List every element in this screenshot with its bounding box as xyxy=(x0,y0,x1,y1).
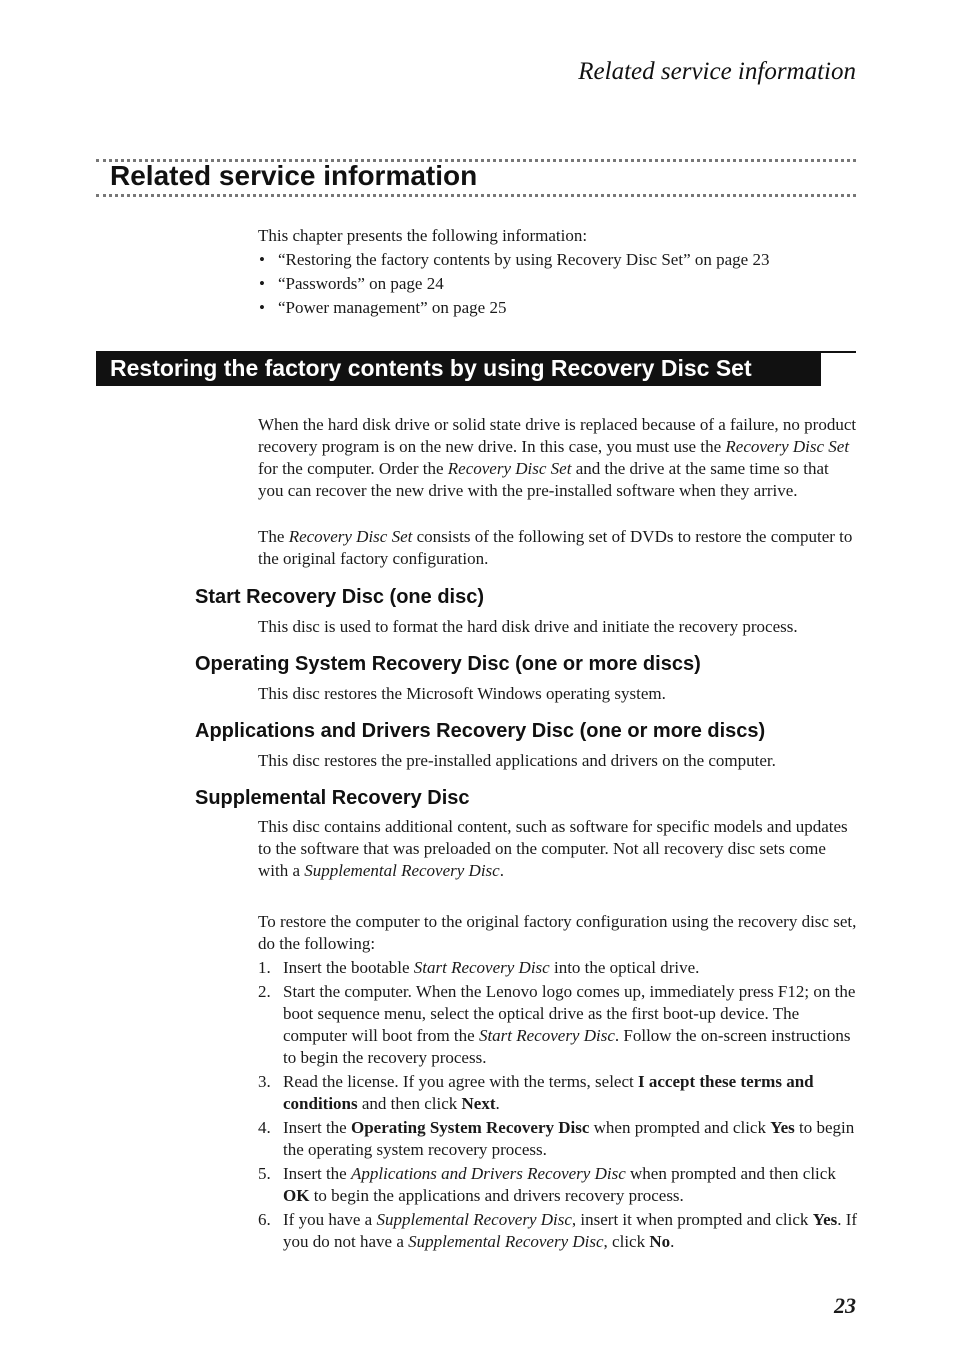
supp-text-a: This disc contains additional content, such as software for specific models and updates to the software that was preloaded on the computer. Not all recovery disc sets come with a xyxy=(258,817,848,880)
step-number: 6. xyxy=(258,1210,271,1229)
chapter-title: Related service information xyxy=(110,160,478,191)
step-6 xyxy=(258,1209,858,1253)
supp-italic-b: Supplemental Recovery Disc xyxy=(304,861,500,880)
step-text: , insert it when prompted and click xyxy=(571,1210,813,1229)
disc-desc-os: This disc restores the Microsoft Windows operating system. xyxy=(258,684,666,703)
step-4 xyxy=(258,1117,858,1161)
step-bold: Operating System Recovery Disc xyxy=(350,1118,590,1137)
section-title: Restoring the factory contents by using Recovery Disc Set xyxy=(96,351,821,386)
step-bold: I accept these terms and conditions xyxy=(283,1072,814,1113)
step-bold: OK xyxy=(283,1186,310,1205)
intro-bullet-3: • “Power management” on page 25 xyxy=(258,296,858,320)
step-text: and then click xyxy=(357,1094,462,1113)
step-italic: Supplemental Recovery Disc xyxy=(408,1232,604,1251)
step-3 xyxy=(258,1071,858,1115)
step-text: . xyxy=(495,1094,500,1113)
step-text: Insert the xyxy=(283,1118,351,1137)
p1-text-a: When the hard disk drive or solid state drive is replaced because of a failure, no product recovery program is on the new drive. In this case, you must use the xyxy=(258,415,857,456)
step-italic: Start Recovery Disc xyxy=(413,958,550,977)
p1-text-c: for the computer. Order the xyxy=(258,459,448,478)
step-bold: Next xyxy=(461,1094,496,1113)
disc-desc-apps: This disc restores the pre-installed applications and drivers on the computer. xyxy=(258,751,776,770)
step-bold: Yes xyxy=(770,1118,795,1137)
step-number: 4. xyxy=(258,1118,271,1137)
restore-lead: To restore the computer to the original factory configuration using the recovery disc set, do the following: xyxy=(258,912,857,953)
title-rule-bottom xyxy=(96,194,856,197)
supp-text-c: . xyxy=(499,861,504,880)
p2-italic-b: Recovery Disc Set xyxy=(288,527,413,546)
p2-text-c: consists of the following set of DVDs to restore the computer to the original factory configuration. xyxy=(258,527,853,568)
step-text: Read the license. If you agree with the terms, select xyxy=(283,1072,638,1091)
step-text: Insert the xyxy=(283,1164,351,1183)
step-italic: Supplemental Recovery Disc xyxy=(376,1210,572,1229)
step-text: Insert the bootable xyxy=(283,958,414,977)
step-2 xyxy=(258,981,858,1069)
step-text: to begin the applications and drivers recovery process. xyxy=(309,1186,684,1205)
step-text: when prompted and click xyxy=(589,1118,771,1137)
step-bold: Yes xyxy=(812,1210,838,1229)
p2-text-a: The xyxy=(258,527,289,546)
intro-bullet-1: • “Restoring the factory contents by using Recovery Disc Set” on page 23 xyxy=(258,248,858,272)
intro-block xyxy=(258,224,858,320)
p1-italic-b: Recovery Disc Set xyxy=(725,437,850,456)
step-italic: Applications and Drivers Recovery Disc xyxy=(350,1164,626,1183)
step-bold: No xyxy=(649,1232,671,1251)
step-number: 1. xyxy=(258,958,271,977)
page-number: 23 xyxy=(834,1293,856,1318)
step-italic: Start Recovery Disc xyxy=(478,1026,615,1045)
step-text: . If you do not have a xyxy=(283,1210,858,1251)
step-text: , click xyxy=(603,1232,650,1251)
section-heading-bar xyxy=(96,351,856,387)
p1-text-e: and the drive at the same time so that you can recover the new drive with the pre-installed software when they arrive. xyxy=(258,459,829,500)
disc-heading-apps: Applications and Drivers Recovery Disc (one or more discs) xyxy=(195,720,766,742)
disc-heading-start: Start Recovery Disc (one disc) xyxy=(195,586,484,608)
running-header: Related service information xyxy=(578,58,856,85)
step-number: 2. xyxy=(258,982,271,1001)
step-text: into the optical drive. xyxy=(549,958,700,977)
paragraph-replacement xyxy=(258,414,858,502)
disc-desc-start: This disc is used to format the hard disk drive and initiate the recovery process. xyxy=(258,617,798,636)
intro-bullet-2: • “Passwords” on page 24 xyxy=(258,272,858,296)
step-text: to begin the operating system recovery process. xyxy=(283,1118,855,1159)
step-number: 3. xyxy=(258,1072,271,1091)
step-number: 5. xyxy=(258,1164,271,1183)
intro-lead: This chapter presents the following information: xyxy=(258,226,588,245)
step-5 xyxy=(258,1163,858,1207)
step-text: Start the computer. When the Lenovo logo comes up, immediately press F12; on the boot sequence menu, select the optical drive as the first boot-up device. The computer will boot from the xyxy=(283,982,856,1045)
step-text: when prompted and then click xyxy=(625,1164,836,1183)
paragraph-disc-set xyxy=(258,526,858,570)
disc-heading-supplemental: Supplemental Recovery Disc xyxy=(195,787,470,809)
step-1 xyxy=(258,957,858,979)
p1-italic-d: Recovery Disc Set xyxy=(447,459,572,478)
restore-steps xyxy=(258,957,858,1255)
step-text: . xyxy=(670,1232,675,1251)
step-text: . Follow the on-screen instructions to begin the recovery process. xyxy=(283,1026,851,1067)
disc-desc-supplemental xyxy=(258,816,858,882)
intro-list xyxy=(258,248,858,320)
step-text: If you have a xyxy=(283,1210,377,1229)
disc-heading-os: Operating System Recovery Disc (one or more discs) xyxy=(195,653,701,675)
